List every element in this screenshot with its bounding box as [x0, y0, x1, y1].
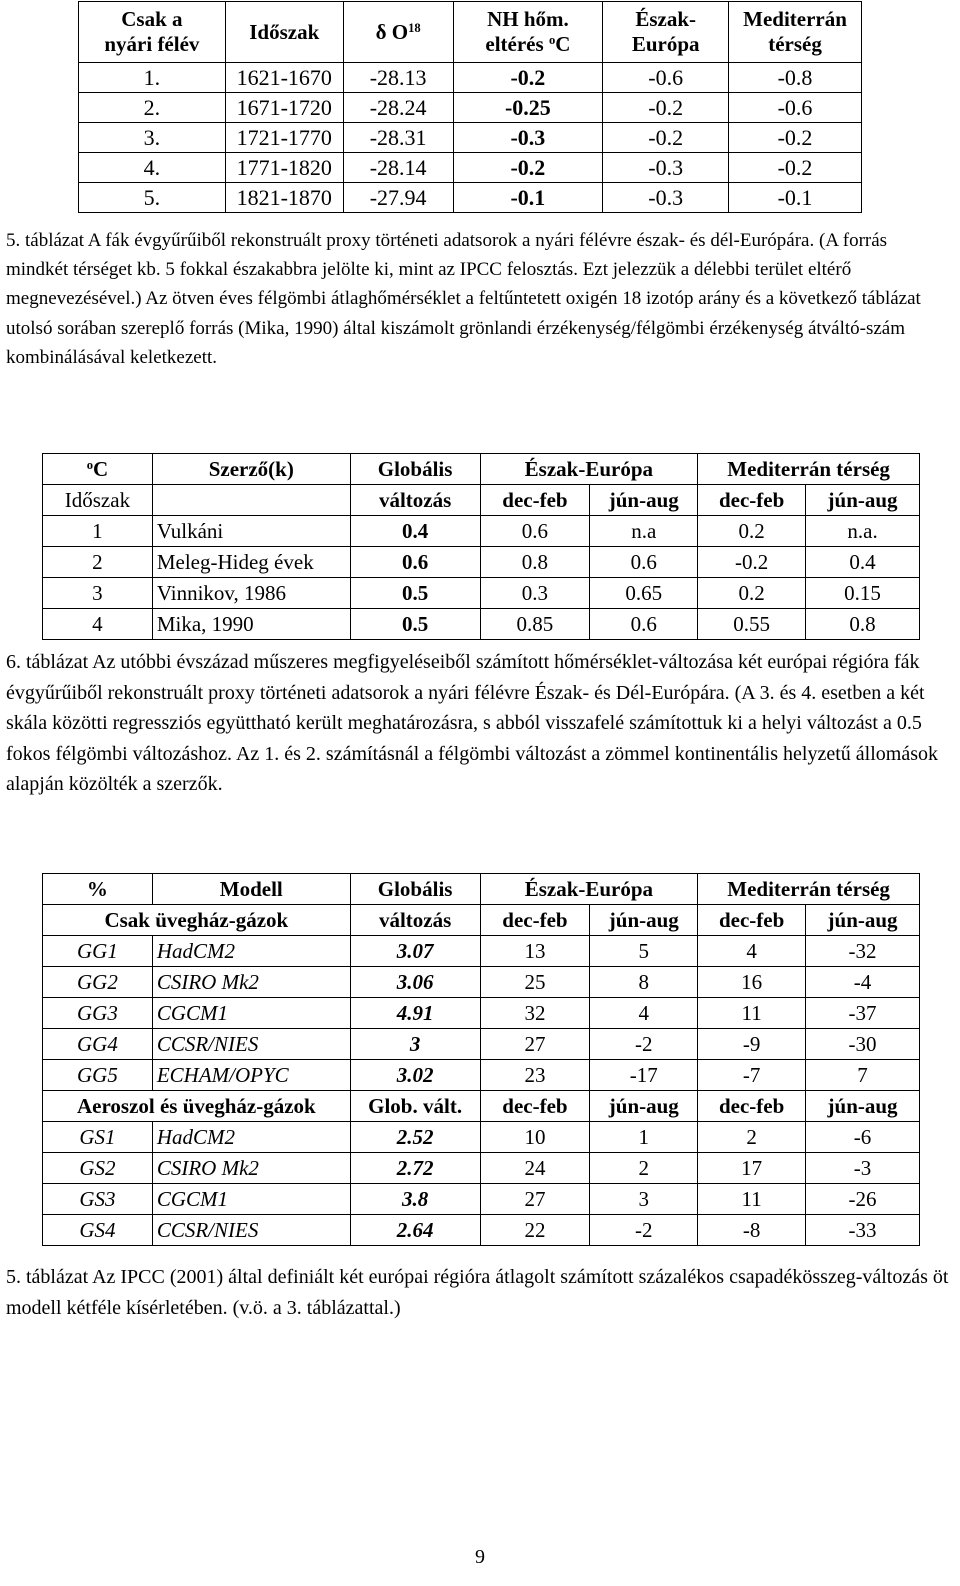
- table-cell: -7: [698, 1060, 806, 1091]
- header-season: dec-feb: [698, 485, 806, 516]
- table-cell: GS2: [43, 1153, 153, 1184]
- header-text: Észak-: [635, 7, 697, 31]
- table-precipitation-change-models: [42, 873, 920, 1246]
- table-cell: 1.: [79, 63, 226, 93]
- table-cell: 4: [590, 998, 698, 1029]
- table-cell: CSIRO Mk2: [152, 967, 350, 998]
- header-model: Modell: [152, 874, 350, 905]
- table-cell: 0.6: [480, 516, 590, 547]
- table-cell: HadCM2: [152, 1122, 350, 1153]
- table-cell: 3: [590, 1184, 698, 1215]
- table-cell: 22: [480, 1215, 590, 1246]
- table-cell: -6: [806, 1122, 920, 1153]
- header-text: δ O: [375, 19, 409, 44]
- table-cell: 1721-1770: [225, 123, 343, 153]
- table-cell: -0.2: [603, 93, 729, 123]
- table-cell: 0.55: [698, 609, 806, 640]
- table-cell: 16: [698, 967, 806, 998]
- table-cell: CCSR/NIES: [152, 1215, 350, 1246]
- header-percent: %: [43, 874, 153, 905]
- table-cell: 4.: [79, 153, 226, 183]
- table-cell: 2: [698, 1122, 806, 1153]
- header-text: C: [555, 32, 571, 56]
- table-cell: 3.06: [350, 967, 480, 998]
- superscript: 18: [408, 20, 421, 35]
- table-cell: GG3: [43, 998, 153, 1029]
- header-season: jún-aug: [590, 485, 698, 516]
- header-season: jún-aug: [806, 1091, 920, 1122]
- table-cell: 0.4: [350, 516, 480, 547]
- table-cell: 0.2: [698, 578, 806, 609]
- table-cell: CSIRO Mk2: [152, 1153, 350, 1184]
- table-cell: 2: [43, 547, 153, 578]
- table-cell: 3.8: [350, 1184, 480, 1215]
- header-season: jún-aug: [806, 485, 920, 516]
- table-row: [43, 516, 920, 547]
- table-cell: 32: [480, 998, 590, 1029]
- table-cell: 4: [698, 936, 806, 967]
- header-text: C: [92, 457, 109, 481]
- table-cell: -0.6: [729, 93, 862, 123]
- table-cell: 0.8: [480, 547, 590, 578]
- header-season: dec-feb: [480, 485, 590, 516]
- table-cell: 3: [43, 578, 153, 609]
- table-cell: 8: [590, 967, 698, 998]
- header-mediterranean: [729, 2, 862, 63]
- table-cell: Vinnikov, 1986: [152, 578, 350, 609]
- table-cell: 7: [806, 1060, 920, 1091]
- table-cell: n.a: [590, 516, 698, 547]
- header-text: NH hőm.: [487, 7, 569, 31]
- table-cell: -0.1: [453, 183, 603, 213]
- table-cell: 0.65: [590, 578, 698, 609]
- header-season: dec-feb: [480, 1091, 590, 1122]
- table-cell: -17: [590, 1060, 698, 1091]
- table3-subheader-greenhouse: [43, 905, 920, 936]
- table-cell: GG2: [43, 967, 153, 998]
- table-cell: 1621-1670: [225, 63, 343, 93]
- table-cell: 0.3: [480, 578, 590, 609]
- table-row: [43, 967, 920, 998]
- header-text: eltérés: [485, 32, 549, 56]
- header-season: dec-feb: [480, 905, 590, 936]
- table-row: [43, 1184, 920, 1215]
- table-cell: 27: [480, 1184, 590, 1215]
- header-global: Globális: [350, 454, 480, 485]
- table-cell: GG4: [43, 1029, 153, 1060]
- table-cell: -8: [698, 1215, 806, 1246]
- table-cell: 0.6: [590, 547, 698, 578]
- table6-caption-paragraph: 6. táblázat Az utóbbi évszázad műszeres megfigyeléseiből számított hőmérséklet-változása két európai régióra fák évgyűrűiből rekonstruált proxy történeti adatsorok a nyári félévre Észak- és Dél-Európára. (A 3. és 4. esetben a két skála közötti regressziós együttható került meghatározásra, s abból visszafelé számítottuk ki a helyi változást a 0.5 fokos félgömbi változáshoz. Az 1. és 2. számításnál a félgömbi változást a zömmel kontinentális helyzetű állomások alapján közölték a szerzők.: [6, 651, 938, 795]
- table2-subheader-row: [43, 485, 920, 516]
- table-cell: CGCM1: [152, 1184, 350, 1215]
- table-cell: 11: [698, 998, 806, 1029]
- header-summer-half-year: [79, 2, 226, 63]
- table-cell: -37: [806, 998, 920, 1029]
- table-cell: 0.8: [806, 609, 920, 640]
- table-cell: 13: [480, 936, 590, 967]
- table-cell: -0.2: [453, 153, 603, 183]
- table-cell: 25: [480, 967, 590, 998]
- table-cell: GG5: [43, 1060, 153, 1091]
- table-row: [43, 1122, 920, 1153]
- header-period: Időszak: [225, 2, 343, 63]
- header-north-europe: [603, 2, 729, 63]
- header-text: Csak a: [121, 7, 183, 31]
- header-greenhouse-only: Csak üvegház-gázok: [43, 905, 351, 936]
- table-cell: 2.64: [350, 1215, 480, 1246]
- header-change: Glob. vált.: [350, 1091, 480, 1122]
- table-cell: -27.94: [343, 183, 453, 213]
- table-cell: GS3: [43, 1184, 153, 1215]
- table5-caption-paragraph: 5. táblázat A fák évgyűrűiből rekonstruált proxy történeti adatsorok a nyári félévre észak- és dél-Európára. (A forrás mindkét térséget kb. 5 fokkal északabbra jelölte ki, mint az IPCC felosztás. Ezt jelezzük a délebbi terület eltérő megnevezésével.) Az ötven éves félgömbi átlaghőmérséklet a feltűntetett oxigén 18 izotóp arány és a következő táblázat utolsó sorában szereplő forrás (Mika, 1990) által kiszámolt grönlandi érzékenység/félgömbi érzékenység átváltó-szám kombinálásával keletkezett.: [6, 230, 921, 368]
- table-cell: 2.72: [350, 1153, 480, 1184]
- table-row: [43, 1060, 920, 1091]
- table-cell: -28.24: [343, 93, 453, 123]
- header-season: jún-aug: [590, 1091, 698, 1122]
- table-cell: 0.15: [806, 578, 920, 609]
- table-cell: -0.6: [603, 63, 729, 93]
- table-cell: 0.85: [480, 609, 590, 640]
- table-cell: 0.5: [350, 578, 480, 609]
- header-mediterranean: Mediterrán térség: [698, 454, 920, 485]
- table-cell: 11: [698, 1184, 806, 1215]
- header-period: Időszak: [43, 485, 153, 516]
- table-cell: 3.02: [350, 1060, 480, 1091]
- table-cell: -0.1: [729, 183, 862, 213]
- header-unit: [43, 454, 153, 485]
- table-cell: 0.2: [698, 516, 806, 547]
- superscript: o: [86, 458, 93, 472]
- header-empty: [152, 485, 350, 516]
- table-row: [43, 1029, 920, 1060]
- header-text: Európa: [631, 32, 700, 56]
- table-cell: -0.8: [729, 63, 862, 93]
- table-cell: Mika, 1990: [152, 609, 350, 640]
- header-author: Szerző(k): [152, 454, 350, 485]
- table-cell: Meleg-Hideg évek: [152, 547, 350, 578]
- table-cell: 5: [590, 936, 698, 967]
- table-cell: 1771-1820: [225, 153, 343, 183]
- table-cell: GG1: [43, 936, 153, 967]
- table-cell: 10: [480, 1122, 590, 1153]
- table-cell: -3: [806, 1153, 920, 1184]
- table-cell: -0.3: [603, 153, 729, 183]
- table-cell: 0.5: [350, 609, 480, 640]
- table-cell: 17: [698, 1153, 806, 1184]
- header-season: jún-aug: [590, 905, 698, 936]
- table-cell: 1821-1870: [225, 183, 343, 213]
- table-cell: -0.3: [603, 183, 729, 213]
- table-cell: 2.: [79, 93, 226, 123]
- table-cell: -0.2: [729, 153, 862, 183]
- table-cell: -2: [590, 1215, 698, 1246]
- table-cell: -28.14: [343, 153, 453, 183]
- table-temperature-change-sources: [42, 453, 920, 640]
- table-cell: 1671-1720: [225, 93, 343, 123]
- table-row: [43, 998, 920, 1029]
- table-cell: HadCM2: [152, 936, 350, 967]
- table-cell: 24: [480, 1153, 590, 1184]
- table-cell: -33: [806, 1215, 920, 1246]
- header-mediterranean: Mediterrán térség: [698, 874, 920, 905]
- table-cell: CCSR/NIES: [152, 1029, 350, 1060]
- table-row: [43, 609, 920, 640]
- table-cell: -26: [806, 1184, 920, 1215]
- table-cell: -4: [806, 967, 920, 998]
- table-cell: CGCM1: [152, 998, 350, 1029]
- table-cell: -2: [590, 1029, 698, 1060]
- table-oxygen-isotope-reconstruction: [78, 1, 862, 213]
- header-aerosol-greenhouse: Aeroszol és üvegház-gázok: [43, 1091, 351, 1122]
- table-cell: -9: [698, 1029, 806, 1060]
- table-cell: 2: [590, 1153, 698, 1184]
- table3-subheader-aerosol: [43, 1091, 920, 1122]
- table-cell: -32: [806, 936, 920, 967]
- page-number: 9: [475, 1546, 485, 1568]
- table-cell: 0.6: [350, 547, 480, 578]
- table-row: [43, 936, 920, 967]
- header-north-europe: Észak-Európa: [480, 874, 698, 905]
- table-cell: 27: [480, 1029, 590, 1060]
- table-cell: -0.25: [453, 93, 603, 123]
- header-text: térség: [768, 32, 822, 56]
- table-cell: -28.13: [343, 63, 453, 93]
- table-cell: -28.31: [343, 123, 453, 153]
- table-cell: Vulkáni: [152, 516, 350, 547]
- table-precipitation-caption: 5. táblázat Az IPCC (2001) által definiált két európai régióra átlagolt számított százalékos csapadékösszeg-változás öt modell kétféle kísérletében. (v.ö. a 3. táblázattal.): [6, 1266, 949, 1319]
- table-cell: -30: [806, 1029, 920, 1060]
- header-season: dec-feb: [698, 1091, 806, 1122]
- superscript: o: [548, 33, 556, 47]
- table-row: [79, 63, 862, 93]
- table-cell: 23: [480, 1060, 590, 1091]
- table-cell: 1: [590, 1122, 698, 1153]
- table-row: [43, 1215, 920, 1246]
- table-row: [43, 1153, 920, 1184]
- header-text: Mediterrán: [743, 7, 847, 31]
- table-cell: 0.4: [806, 547, 920, 578]
- header-delta-o18: [343, 2, 453, 63]
- table-cell: 3: [350, 1029, 480, 1060]
- header-season: jún-aug: [806, 905, 920, 936]
- table2-header-row: [43, 454, 920, 485]
- header-text: nyári félév: [104, 32, 200, 56]
- table1-header-row: [79, 2, 862, 63]
- header-change: változás: [350, 905, 480, 936]
- table-cell: 4.91: [350, 998, 480, 1029]
- table-cell: 5.: [79, 183, 226, 213]
- table-cell: GS1: [43, 1122, 153, 1153]
- table-row: [79, 153, 862, 183]
- table-cell: -0.2: [729, 123, 862, 153]
- table-cell: 3.: [79, 123, 226, 153]
- table-cell: 4: [43, 609, 153, 640]
- table-row: [43, 547, 920, 578]
- table-cell: 1: [43, 516, 153, 547]
- table-cell: 3.07: [350, 936, 480, 967]
- header-change: változás: [350, 485, 480, 516]
- header-north-europe: Észak-Európa: [480, 454, 698, 485]
- table-row: [79, 183, 862, 213]
- table-cell: n.a.: [806, 516, 920, 547]
- table-row: [79, 93, 862, 123]
- header-global: Globális: [350, 874, 480, 905]
- table-cell: -0.2: [453, 63, 603, 93]
- header-season: dec-feb: [698, 905, 806, 936]
- table-cell: 0.6: [590, 609, 698, 640]
- table-cell: -0.2: [603, 123, 729, 153]
- header-nh-temp-deviation: [453, 2, 603, 63]
- table-cell: -0.3: [453, 123, 603, 153]
- table-cell: -0.2: [698, 547, 806, 578]
- table-row: [79, 123, 862, 153]
- table-row: [43, 578, 920, 609]
- table-cell: ECHAM/OPYC: [152, 1060, 350, 1091]
- table-cell: GS4: [43, 1215, 153, 1246]
- table-cell: 2.52: [350, 1122, 480, 1153]
- table3-header-row: [43, 874, 920, 905]
